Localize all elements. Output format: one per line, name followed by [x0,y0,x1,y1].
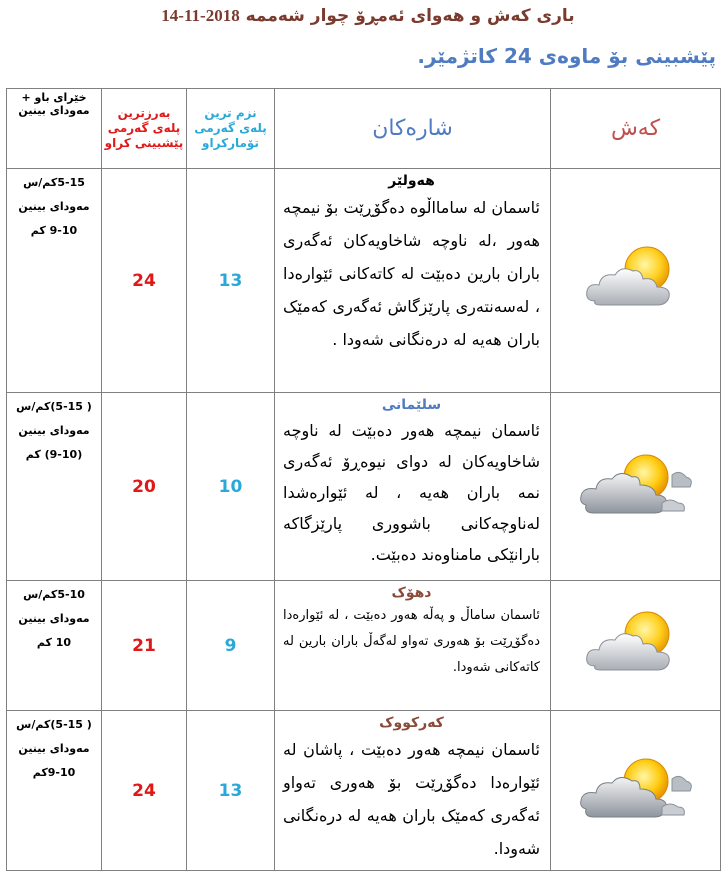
table-row [7,169,721,393]
min-temp: 13 [187,711,275,871]
wind-cell [7,581,102,711]
visibility-value: 9-10 کم [30,224,78,237]
city-name: سلێمانی [381,397,442,413]
title-day: باری کەش و هەوای ئەمڕۆ چوار شەممە [245,6,575,26]
cloudy-sun-rain-icon [576,749,696,829]
max-temp: 20 [102,393,187,581]
header-cities: شارەکان [275,89,551,169]
visibility-label: مەودای بینین [18,612,90,625]
visibility-value: 9-10کم [32,766,76,779]
visibility-value: 10 کم [36,636,72,649]
page-title [0,6,724,26]
header-max-line3: پێشبینی کراو [104,136,184,150]
wind-speed: ( 5-15)کم/س [16,718,92,731]
wind-speed: 5-15کم/س [23,176,85,189]
wind-cell [7,711,102,871]
wind-cell [7,169,102,393]
city-name: دهۆک [391,585,432,601]
forecast-text: ئاسمان لە سامااڵوە دەگۆڕێت بۆ نیمچە هەور ،لە ناوچە شاخاویەکان ئەگەری باران بارین دەبێت لە کاتەکانی ئێوارەدا ، لەسەنتەری پارێزگاش ئەگەری کەمێک باران هەیە لە درەنگانی شەودا . [283,198,540,349]
visibility-label: مەودای بینین [18,742,90,755]
forecast-text: ئاسمان ساماڵ و پەڵە هەور دەبێت ، لە ئێوارەدا دەگۆڕێت بۆ هەوری تەواو لەگەڵ باران بارین لە کاتەکانی شەودا. [283,608,540,675]
partly-cloudy-sun-icon [581,239,691,319]
forecast-description [275,711,551,871]
wind-speed: ( 5-15)کم/س [16,400,92,413]
table-row [7,393,721,581]
max-temp: 24 [102,169,187,393]
wind-cell [7,393,102,581]
header-max-temp [102,89,187,169]
forecast-description [275,393,551,581]
visibility-value: (9-10) کم [25,448,83,461]
header-wind [7,89,102,169]
header-min-line2: پلەی گەرمی [194,121,267,135]
header-min-temp [187,89,275,169]
weather-icon-cell [551,711,721,871]
partly-cloudy-sun-icon [581,604,691,684]
visibility-label: مەودای بینین [18,424,90,437]
table-row [7,581,721,711]
visibility-label: مەودای بینین [18,200,90,213]
max-temp: 21 [102,581,187,711]
header-min-line3: تۆمارکراو [202,136,259,150]
min-temp: 13 [187,169,275,393]
min-temp: 10 [187,393,275,581]
forecast-subtitle: پێشبینی بۆ ماوەی 24 کاتژمێر. [417,44,716,68]
forecast-description [275,581,551,711]
max-temp: 24 [102,711,187,871]
weather-icon-cell [551,393,721,581]
city-name: هەولێر [388,173,435,189]
header-wind-line2: مەودای بینین [18,104,90,117]
cloudy-sun-rain-icon [576,445,696,525]
forecast-text: ئاسمان نیمچە هەور دەبێت ، پاشان لە ئێوارەدا دەگۆڕێت بۆ هەوری تەواو ئەگەری کەمێک باران هەیە لە درەنگانی شەودا. [283,740,540,858]
table-header-row [7,89,721,169]
header-weather: کەش [551,89,721,169]
header-wind-line1: خێرای باو + [21,91,87,104]
weather-table [6,88,721,871]
table-row [7,711,721,871]
header-max-line2: پلەی گەرمی [107,121,181,135]
title-date: 2018-11-14 [161,6,240,25]
forecast-description [275,169,551,393]
weather-icon-cell [551,169,721,393]
header-min-line1: نزم ترین [204,106,257,120]
min-temp: 9 [187,581,275,711]
city-name: کەرکووک [379,715,444,731]
forecast-text: ئاسمان نیمچە هەور دەبێت لە ناوچە شاخاویەکان لە دوای نیوەڕۆ ئەگەری نمە باران هەیە ، لە ئێوارەشدا لەناوچەکانی باشووری پارێزگاکە بارانێکی مامناوەند دەبێت. [283,421,540,564]
weather-icon-cell [551,581,721,711]
wind-speed: 5-10کم/س [23,588,85,601]
header-max-line1: بەرزترین [117,106,171,120]
